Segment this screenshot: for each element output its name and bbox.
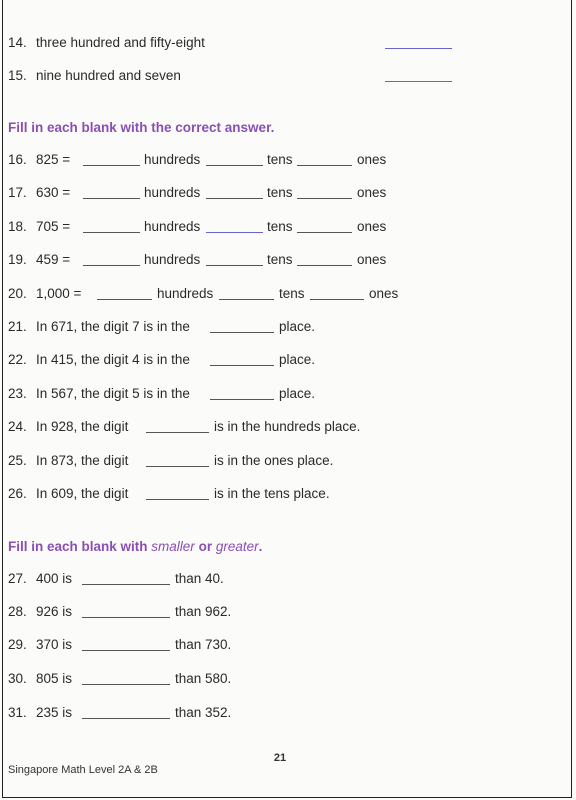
question-15 — [0, 65, 576, 87]
question-suffix: is in the tens place. — [214, 486, 330, 501]
question-number: 16. — [8, 152, 27, 167]
question-suffix: than 580. — [175, 671, 232, 686]
tens-label: tens — [267, 152, 293, 167]
question-23 — [0, 383, 576, 405]
question-26 — [0, 483, 576, 505]
question-text: In 873, the digit — [36, 453, 129, 468]
question-19 — [0, 249, 576, 271]
footer-book-title: Singapore Math Level 2A & 2B — [8, 764, 158, 776]
tens-blank[interactable] — [206, 232, 263, 233]
tens-label: tens — [267, 252, 293, 267]
tens-blank[interactable] — [206, 198, 263, 199]
question-text: 370 is — [36, 637, 73, 652]
tens-label: tens — [279, 286, 305, 301]
answer-blank[interactable] — [210, 365, 274, 366]
answer-blank[interactable] — [210, 332, 274, 333]
question-number: 24. — [8, 419, 27, 434]
question-suffix: than 40. — [175, 571, 224, 586]
tens-blank[interactable] — [219, 299, 274, 300]
answer-blank[interactable] — [385, 48, 452, 49]
question-number: 14. — [8, 35, 27, 50]
question-text: 805 is — [36, 671, 73, 686]
tens-label: tens — [267, 185, 293, 200]
question-text: In 415, the digit 4 is in the — [36, 352, 190, 367]
question-text: nine hundred and seven — [36, 68, 181, 83]
section-heading-correct-answer: Fill in each blank with the correct answer. — [8, 120, 275, 135]
question-suffix: than 352. — [175, 705, 232, 720]
question-text: 400 is — [36, 571, 73, 586]
hundreds-blank[interactable] — [83, 265, 140, 266]
question-suffix: than 962. — [175, 604, 232, 619]
tens-blank[interactable] — [206, 165, 263, 166]
question-lhs: 825 = — [36, 152, 71, 167]
question-text: In 671, the digit 7 is in the — [36, 319, 190, 334]
heading-word-greater: greater — [215, 539, 259, 554]
answer-blank[interactable] — [146, 432, 209, 433]
ones-blank[interactable] — [310, 299, 364, 300]
section-heading-smaller-greater — [8, 536, 262, 558]
question-number: 18. — [8, 219, 27, 234]
ones-label: ones — [357, 252, 387, 267]
question-suffix: place. — [279, 319, 316, 334]
answer-blank[interactable] — [82, 617, 170, 618]
hundreds-label: hundreds — [157, 286, 214, 301]
question-text: In 567, the digit 5 is in the — [36, 386, 190, 401]
question-30 — [0, 668, 576, 690]
ones-blank[interactable] — [297, 265, 352, 266]
heading-word-smaller: smaller — [151, 539, 195, 554]
question-16 — [0, 149, 576, 171]
answer-blank[interactable] — [82, 584, 170, 585]
question-number: 30. — [8, 671, 27, 686]
hundreds-label: hundreds — [144, 252, 201, 267]
question-18 — [0, 216, 576, 238]
question-text: 926 is — [36, 604, 73, 619]
question-number: 25. — [8, 453, 27, 468]
question-lhs: 705 = — [36, 219, 71, 234]
ones-label: ones — [369, 286, 399, 301]
question-suffix: than 730. — [175, 637, 232, 652]
question-text: three hundred and fifty-eight — [36, 35, 205, 50]
hundreds-label: hundreds — [144, 219, 201, 234]
answer-blank[interactable] — [82, 650, 170, 651]
question-number: 26. — [8, 486, 27, 501]
question-number: 19. — [8, 252, 27, 267]
heading-period: . — [258, 539, 263, 554]
answer-blank[interactable] — [146, 466, 209, 467]
hundreds-blank[interactable] — [97, 299, 152, 300]
question-27 — [0, 568, 576, 590]
question-29 — [0, 634, 576, 656]
heading-prefix: Fill in each blank with — [8, 539, 148, 554]
question-number: 28. — [8, 604, 27, 619]
question-text: 235 is — [36, 705, 73, 720]
ones-label: ones — [357, 152, 387, 167]
hundreds-label: hundreds — [144, 152, 201, 167]
question-number: 22. — [8, 352, 27, 367]
ones-label: ones — [357, 185, 387, 200]
question-text: In 928, the digit — [36, 419, 129, 434]
question-25 — [0, 450, 576, 472]
question-21 — [0, 316, 576, 338]
question-14 — [0, 32, 576, 54]
question-number: 29. — [8, 637, 27, 652]
question-number: 21. — [8, 319, 27, 334]
ones-label: ones — [357, 219, 387, 234]
question-24 — [0, 416, 576, 438]
question-number: 17. — [8, 185, 27, 200]
answer-blank[interactable] — [385, 81, 452, 82]
question-number: 20. — [8, 286, 27, 301]
question-28 — [0, 601, 576, 623]
answer-blank[interactable] — [82, 718, 170, 719]
tens-blank[interactable] — [206, 265, 263, 266]
question-suffix: place. — [279, 352, 316, 367]
question-suffix: is in the ones place. — [214, 453, 334, 468]
question-number: 27. — [8, 571, 27, 586]
question-20 — [0, 283, 576, 305]
answer-blank[interactable] — [82, 684, 170, 685]
tens-label: tens — [267, 219, 293, 234]
answer-blank[interactable] — [210, 399, 274, 400]
heading-or: or — [198, 539, 213, 554]
answer-blank[interactable] — [146, 499, 209, 500]
ones-blank[interactable] — [297, 165, 352, 166]
question-31 — [0, 702, 576, 724]
question-number: 31. — [8, 705, 27, 720]
ones-blank[interactable] — [297, 198, 352, 199]
hundreds-blank[interactable] — [83, 232, 140, 233]
hundreds-blank[interactable] — [83, 165, 140, 166]
question-17 — [0, 182, 576, 204]
ones-blank[interactable] — [297, 232, 352, 233]
question-number: 15. — [8, 68, 27, 83]
question-text: In 609, the digit — [36, 486, 129, 501]
question-lhs: 1,000 = — [36, 286, 82, 301]
question-lhs: 459 = — [36, 252, 71, 267]
page-number: 21 — [273, 752, 287, 764]
question-suffix: is in the hundreds place. — [214, 419, 361, 434]
question-lhs: 630 = — [36, 185, 71, 200]
question-22 — [0, 349, 576, 371]
hundreds-blank[interactable] — [83, 198, 140, 199]
question-number: 23. — [8, 386, 27, 401]
question-suffix: place. — [279, 386, 316, 401]
hundreds-label: hundreds — [144, 185, 201, 200]
